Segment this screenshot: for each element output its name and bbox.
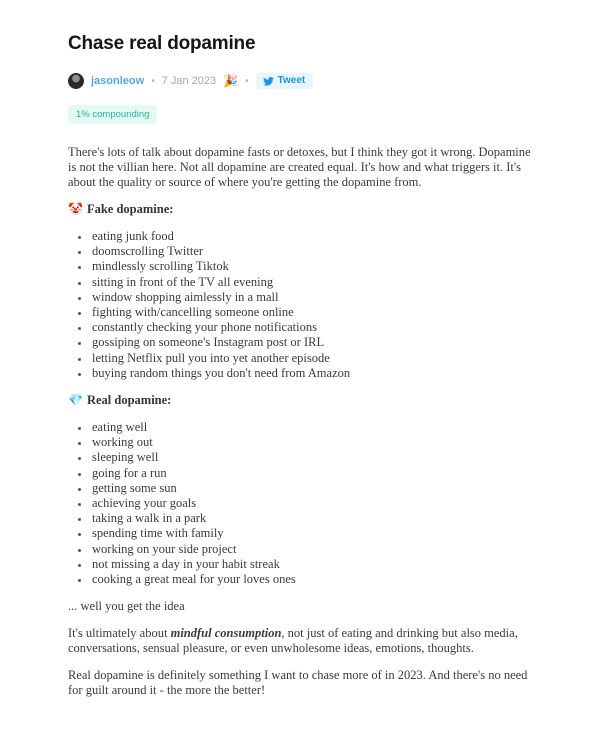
- list-item: • working on your side project: [90, 542, 542, 557]
- list-item: • letting Netflix pull you into yet another episode: [90, 351, 542, 366]
- tag-row: [68, 104, 542, 124]
- real-dopamine-list: [68, 420, 542, 587]
- list-item: • not missing a day in your habit streak: [90, 557, 542, 572]
- gem-stone-icon: 💎: [68, 393, 83, 408]
- article-body: [68, 145, 542, 698]
- post-meta: [68, 73, 542, 89]
- mindful-after: , not just of eating and drinking but also media, conversations, sensual pleasure, or even unwholesome ideas, emotions, thoughts.: [68, 626, 518, 656]
- page-title: Chase real dopamine: [68, 33, 256, 54]
- avatar[interactable]: [68, 73, 84, 89]
- intro-paragraph: There's lots of talk about dopamine fasts or detoxes, but I think they got it wrong. Dopamine is not the villian here. Not all dopamine are created equal. It's how and what triggers it. It's about the quality or source of where you're getting the dopamine from.: [68, 145, 531, 189]
- list-item: • cooking a great meal for your loves ones: [90, 572, 542, 587]
- tag-compounding[interactable]: 1% compounding: [68, 105, 157, 124]
- real-heading-label: Real dopamine:: [86, 393, 172, 408]
- author-link[interactable]: jasonleow: [91, 75, 145, 87]
- list-item: • eating well: [90, 420, 542, 435]
- meta-separator: •: [151, 75, 155, 87]
- post-date: 7 Jan 2023: [161, 75, 217, 87]
- fake-dopamine-list: [68, 229, 542, 381]
- fake-dopamine-heading: [68, 202, 542, 217]
- list-item: • buying random things you don't need from Amazon: [90, 366, 542, 381]
- list-item: • constantly checking your phone notifications: [90, 320, 542, 335]
- list-item: • doomscrolling Twitter: [90, 244, 542, 259]
- list-item: • getting some sun: [90, 481, 542, 496]
- list-item: • sleeping well: [90, 450, 542, 465]
- mindful-paragraph: [68, 626, 542, 656]
- real-dopamine-heading: [68, 393, 542, 408]
- fake-heading-label: Fake dopamine:: [86, 202, 174, 216]
- twitter-bird-icon: [263, 77, 274, 86]
- list-item: • gossiping on someone's Instagram post or IRL: [90, 335, 542, 350]
- list-item: • taking a walk in a park: [90, 511, 542, 526]
- list-item: • going for a run: [90, 466, 542, 481]
- list-item: • achieving your goals: [90, 496, 542, 511]
- tweet-button-label: Tweet: [277, 75, 306, 86]
- mindful-before: It's ultimately about: [68, 626, 171, 641]
- party-popper-icon: 🎉: [223, 74, 239, 88]
- list-item: • working out: [90, 435, 542, 450]
- closing-paragraph: Real dopamine is definitely something I want to chase more of in 2023. And there's no need for guilt around it - the more the better!: [68, 668, 528, 698]
- tweet-button[interactable]: [256, 73, 314, 89]
- list-item: • spending time with family: [90, 526, 542, 541]
- list-item: • eating junk food: [90, 229, 542, 244]
- mindful-emphasis: mindful consumption: [170, 626, 282, 641]
- list-item: • fighting with/cancelling someone online: [90, 305, 542, 320]
- clown-face-icon: 🤡: [68, 202, 83, 216]
- list-item: • mindlessly scrolling Tiktok: [90, 259, 542, 274]
- idea-line: ... well you get the idea: [68, 599, 185, 614]
- list-item: • sitting in front of the TV all evening: [90, 275, 542, 290]
- meta-separator: •: [245, 75, 249, 87]
- list-item: • window shopping aimlessly in a mall: [90, 290, 542, 305]
